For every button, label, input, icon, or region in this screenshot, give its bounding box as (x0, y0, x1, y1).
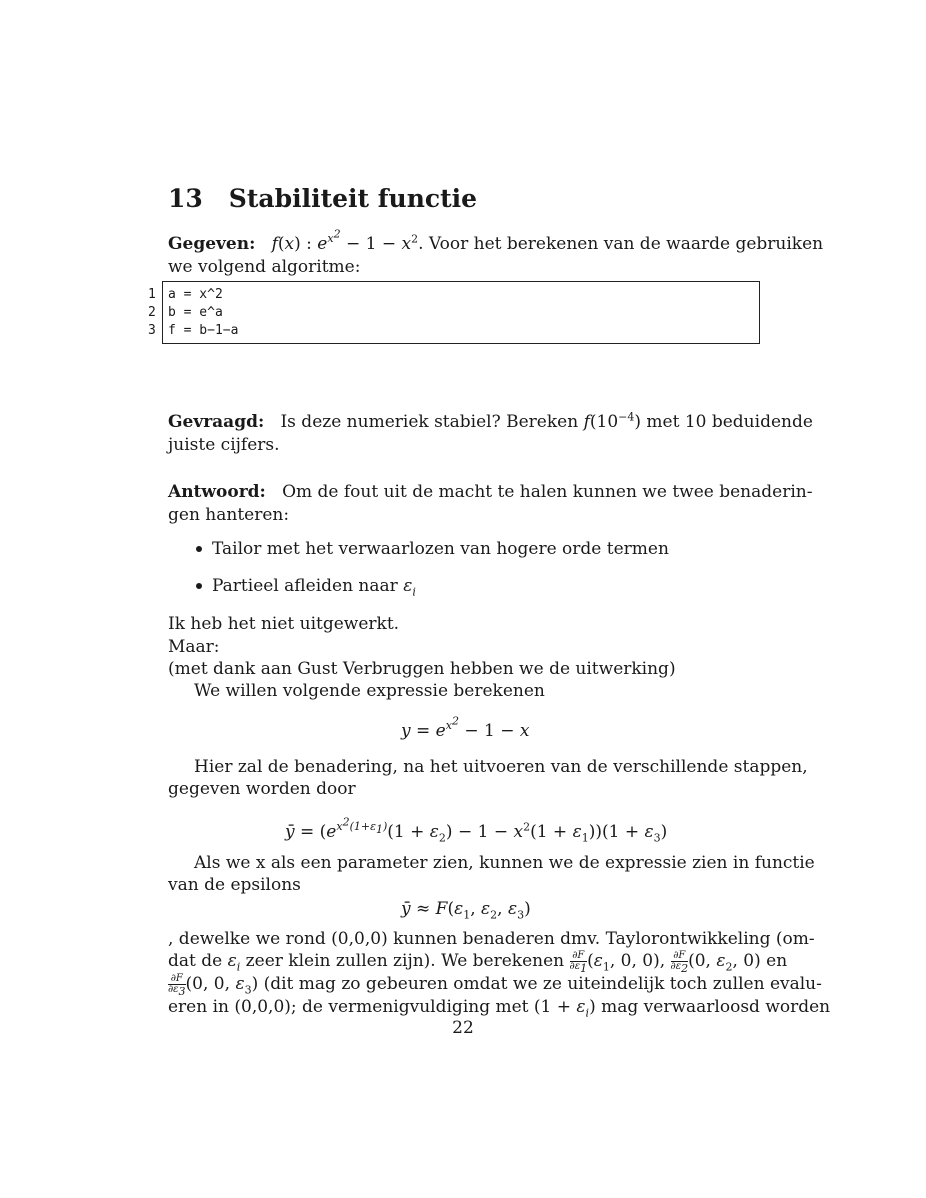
given-label: Gegeven: (168, 234, 256, 254)
code-line: f = b−1−a (168, 323, 239, 338)
page-number: 22 (452, 1018, 474, 1038)
body-text: (met dank aan Gust Verbruggen hebben we de uitwerking) (168, 659, 676, 679)
text-fragment: mag verwaarloosd worden (601, 997, 831, 1017)
answer-paragraph (168, 481, 812, 503)
code-line-number: 3 (148, 323, 156, 338)
answer-text: Om de fout uit de macht te halen kunnen we twee benaderin- (282, 482, 813, 502)
body-text-line: $\frac{\partial F}{\partial\varepsilon_3}$ (0, 0, $\varepsilon_3$) (dit mag zo gebeuren omdat we ze uiteindelijk toch zullen evalu- (168, 973, 822, 998)
asked-text: Is deze numeriek stabiel? Bereken (280, 412, 579, 432)
code-line: a = x^2 (168, 287, 223, 302)
asked-line2: juiste cijfers. (168, 435, 280, 455)
body-text: Hier zal de benadering, na het uitvoeren van de verschillende stappen, (194, 757, 808, 777)
equation-y: $y = e^{x^2} - 1 - x$ (401, 714, 530, 741)
given-paragraph: Gegeven: f(x) : $e^{x^2} - 1 - x^2$. Voor het berekenen van de waarde gebruiken (168, 227, 824, 254)
body-text: Maar: (168, 637, 220, 657)
asked-paragraph: Gevraagd: Is deze numeriek stabiel? Bereken $f(10^{-4})$ met 10 beduidende (168, 410, 813, 432)
body-text-line: dat de $\varepsilon_i$ zeer klein zullen zijn). We berekenen $\frac{\partial F}{\partial\varepsilon_1}$ ($\varepsilon_1$, 0, 0), $\frac{\partial F}{\partial\varepsilon_2}$ (0, $\varepsilon_2$, 0) en (168, 950, 788, 975)
asked-label: Gevraagd: (168, 412, 265, 432)
body-text: Als we x als een parameter zien, kunnen we de expressie zien in functie (194, 853, 815, 873)
equation-approx: ȳ ≈ $F(\varepsilon_1$, $\varepsilon_2$, $\varepsilon_3$) (401, 899, 531, 922)
body-text: gegeven worden door (168, 779, 356, 799)
text-fragment: eren in (0,0,0); de vermenigvuldiging met (168, 997, 529, 1017)
body-text-line: eren in (0,0,0); de vermenigvuldiging met $(1 + \varepsilon_i)$ mag verwaarloosd worden (168, 997, 831, 1020)
given-line2: we volgend algoritme: (168, 257, 361, 277)
section-title: Stabiliteit functie (228, 184, 478, 213)
text-fragment: dat de (168, 951, 223, 971)
code-line-number: 1 (148, 287, 156, 302)
body-text: We willen volgende expressie berekenen (194, 681, 545, 701)
code-line-number: 2 (148, 305, 156, 320)
answer-label: Antwoord: (168, 482, 266, 502)
body-text: , dewelke we rond (0,0,0) kunnen benaderen dmv. Taylorontwikkeling (om- (168, 929, 815, 949)
text-fragment: (dit mag zo gebeuren omdat we ze uiteindelijk toch zullen evalu- (263, 974, 822, 994)
text-fragment: zeer klein zullen zijn). We berekenen (245, 951, 565, 971)
list-item-text: Partieel afleiden naar (212, 576, 398, 596)
asked-text-after: met 10 beduidende (646, 412, 813, 432)
list-item: Tailor met het verwaarlozen van hogere orde termen (212, 539, 669, 559)
code-line: b = e^a (168, 305, 223, 320)
section-number: 13 (168, 184, 203, 213)
bullet-icon (196, 546, 202, 552)
section-heading (168, 184, 477, 213)
given-text: . Voor het berekenen van de waarde gebruiken (418, 234, 824, 254)
answer-line2: gen hanteren: (168, 505, 290, 525)
text-fragment: en (766, 951, 788, 971)
body-text: Ik heb het niet uitgewerkt. (168, 614, 400, 634)
list-item: Partieel afleiden naar $\varepsilon_i$ (212, 576, 416, 599)
given-formula: f (271, 234, 278, 254)
body-text: van de epsilons (168, 875, 301, 895)
bullet-icon (196, 583, 202, 589)
code-listing-box (162, 281, 760, 344)
equation-y-bar: ȳ = $(e^{x^2(1+\varepsilon_1)}(1 + \varepsilon_2) - 1 - x^2(1 + \varepsilon_1))(1 + \varepsilon_3)$ (285, 815, 668, 845)
